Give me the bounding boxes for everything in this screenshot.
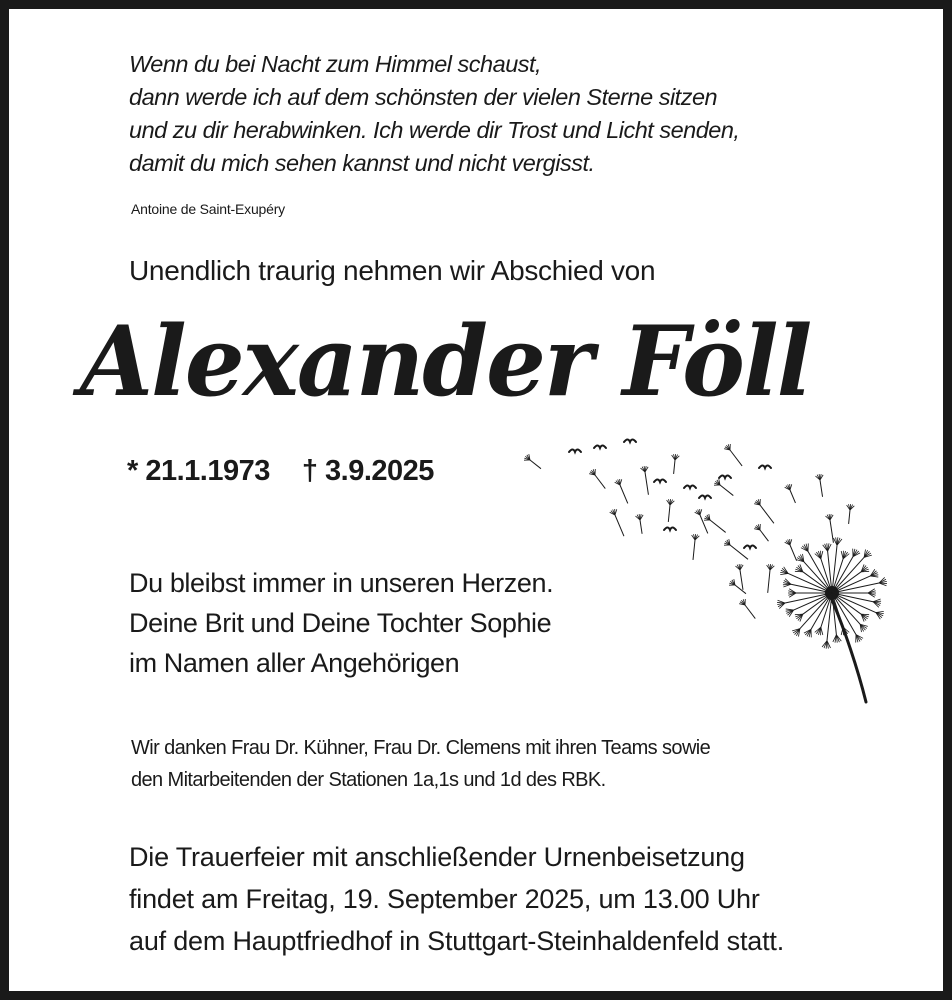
- service-line: findet am Freitag, 19. September 2025, um 13.00 Uhr: [129, 884, 760, 914]
- life-dates: [127, 455, 434, 488]
- family-message: [129, 563, 553, 683]
- service-line: Die Trauerfeier mit anschließender Urnenbeisetzung: [129, 842, 745, 872]
- message-line: im Namen aller Angehörigen: [129, 648, 460, 678]
- service-line: auf dem Hauptfriedhof in Stuttgart-Steinhaldenfeld statt.: [129, 926, 785, 956]
- thanks-line: den Mitarbeitenden der Stationen 1a,1s und 1d des RBK.: [131, 769, 606, 791]
- thanks-note: [131, 732, 710, 796]
- poem-line: Wenn du bei Nacht zum Himmel schaust,: [129, 51, 542, 77]
- message-line: Deine Brit und Deine Tochter Sophie: [129, 608, 552, 638]
- poem-line: damit du mich sehen kannst und nicht vergisst.: [129, 150, 595, 176]
- intro-text: Unendlich traurig nehmen wir Abschied von: [129, 255, 656, 286]
- deceased-name: Alexander Föll: [80, 305, 811, 418]
- funeral-service-info: [129, 836, 784, 962]
- dandelion-icon: [500, 430, 900, 720]
- message-line: Du bleibst immer in unseren Herzen.: [129, 568, 554, 598]
- poem: [129, 48, 739, 180]
- poem-line: und zu dir herabwinken. Ich werde dir Trost und Licht senden,: [129, 117, 740, 143]
- thanks-line: Wir danken Frau Dr. Kühner, Frau Dr. Clemens mit ihren Teams sowie: [131, 737, 711, 759]
- birth-date: * 21.1.1973: [127, 455, 270, 487]
- death-date: † 3.9.2025: [301, 455, 434, 487]
- poem-line: dann werde ich auf dem schönsten der vielen Sterne sitzen: [129, 84, 718, 110]
- poem-author: Antoine de Saint-Exupéry: [131, 201, 285, 217]
